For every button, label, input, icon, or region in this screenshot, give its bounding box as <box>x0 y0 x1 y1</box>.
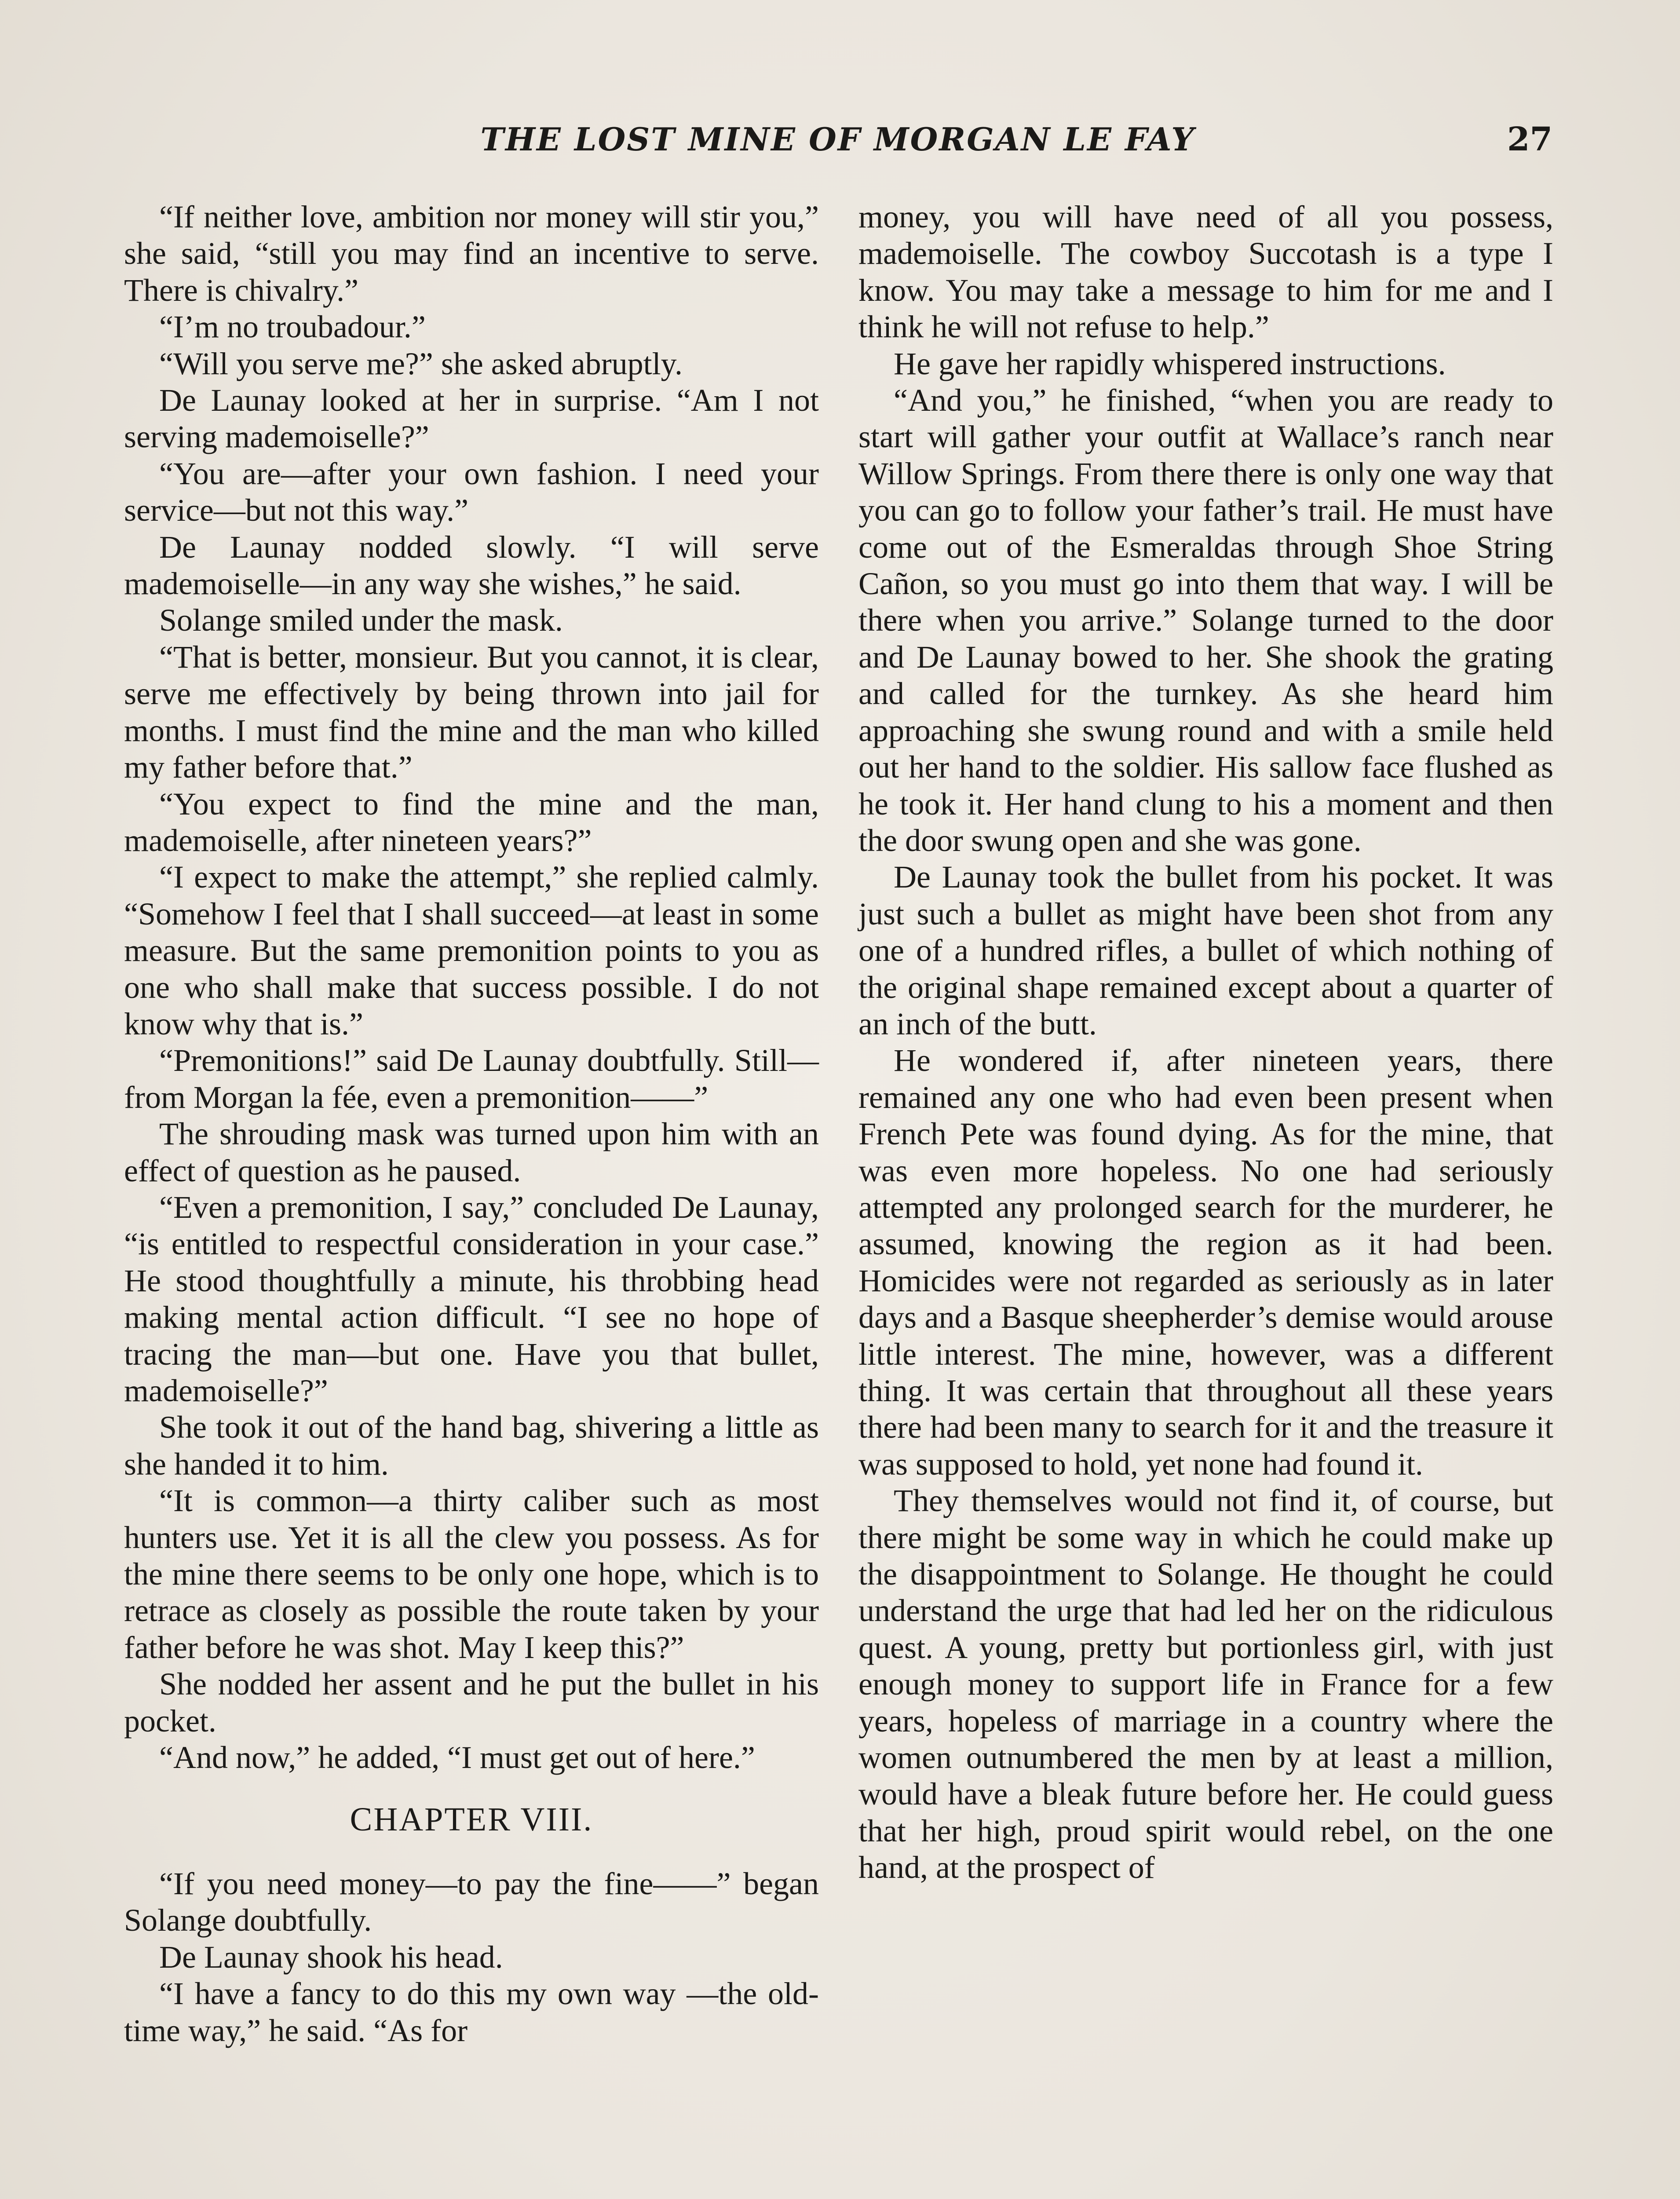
paragraph: “I’m no troubadour.” <box>159 309 426 345</box>
paragraph: De Launay nodded slowly. “I will serve mademoiselle—in any way she wishes,” he said. <box>124 529 819 602</box>
paragraph: “Premonitions!” said De Launay doubtfully. Still—from Morgan la fée, even a premonition——” <box>124 1043 819 1115</box>
paragraph: De Launay looked at her in surprise. “Am I not serving mademoiselle?” <box>124 383 819 455</box>
right-column <box>858 199 1553 1886</box>
paragraph: She nodded her assent and he put the bullet in his pocket. <box>124 1666 819 1739</box>
paragraph: “If neither love, ambition nor money will stir you,” she said, “still you may find an incentive to serve. There is chivalry.” <box>124 199 819 308</box>
paragraph: The shrouding mask was turned upon him with an effect of question as he paused. <box>124 1116 819 1188</box>
page-number: 27 <box>1507 121 1552 158</box>
paragraph: He gave her rapidly whispered instructions. <box>894 346 1446 381</box>
paragraph: De Launay took the bullet from his pocket. It was just such a bullet as might have been shot from any one of a hundred rifles, a bullet of which nothing of the original shape remained except about a quarter of an inch of the butt. <box>858 859 1553 1041</box>
paragraph: “That is better, monsieur. But you cannot, it is clear, serve me effectively by being thrown into jail for months. I must find the mine and the man who killed my father before that.” <box>124 639 819 785</box>
paragraph: Solange smiled under the mask. <box>159 603 563 638</box>
paragraph: “Will you serve me?” she asked abruptly. <box>159 346 683 381</box>
paragraph: “Even a premonition, I say,” concluded De Launay, “is entitled to respectful consideration in your case.” He stood thoughtfully a minute, his throbbing head making mental action difficult. “I see no hope of tracing the man—but one. Have you that bullet, mademoiselle?” <box>124 1189 819 1408</box>
paragraph: money, you will have need of all you possess, mademoiselle. The cowboy Succotash is a type I know. You may take a message to him for me and I think he will not refuse to help.” <box>858 199 1553 345</box>
paragraph: “And now,” he added, “I must get out of here.” <box>159 1740 755 1775</box>
paragraph: They themselves would not find it, of course, but there might be some way in which he could make up the disappointment to Solange. He thought he could understand the urge that had led her on the ridiculous quest. A young, pretty but portionless girl, with just enough money to support life in France for a few years, hopeless of marriage in a country where the women outnumbered the men by at least a million, would have a bleak future before her. He could guess that her high, proud spirit would rebel, on the one hand, at the prospect of <box>858 1483 1553 1885</box>
paragraph: “You are—after your own fashion. I need your service—but not this way.” <box>124 456 819 528</box>
left-column <box>124 199 819 2049</box>
paragraph: He wondered if, after nineteen years, there remained any one who had even been present when French Pete was found dying. As for the mine, that was even more hopeless. No one had seriously attempted any prolonged search for the murderer, he assumed, knowing the region as it had been. Homicides were not regarded as seriously as in later days and a Basque sheepherder’s demise would arouse little interest. The mine, however, was a different thing. It was certain that throughout all these years there had been many to search for it and the treasure it was supposed to hold, yet none had found it. <box>858 1043 1553 1482</box>
paragraph: “And you,” he finished, “when you are ready to start will gather your outfit at Wallace’s ranch near Willow Springs. From there there is only one way that you can go to follow your father’s trail. He must have come out of the Esmeraldas through Shoe String Cañon, so you must go into them that way. I will be there when you arrive.” Solange turned to the door and De Launay bowed to her. She shook the grating and called for the turnkey. As she heard him approaching she swung round and with a smile held out her hand to the soldier. His sallow face flushed as he took it. Her hand clung to his a moment and then the door swung open and she was gone. <box>858 383 1553 858</box>
paragraph: She took it out of the hand bag, shivering a little as she handed it to him. <box>124 1410 819 1482</box>
paragraph: “I expect to make the attempt,” she replied calmly. “Somehow I feel that I shall succeed—at least in some measure. But the same premonition points to you as one who shall make that success possible. I do not know why that is.” <box>124 859 819 1041</box>
paragraph: “If you need money—to pay the fine——” began Solange doubtfully. <box>124 1866 819 1938</box>
paragraph: “You expect to find the mine and the man, mademoiselle, after nineteen years?” <box>124 786 819 858</box>
running-head <box>123 115 1552 164</box>
paragraph: “It is common—a thirty caliber such as most hunters use. Yet it is all the clew you possess. As for the mine there seems to be only one hope, which is to retrace as closely as possible the route taken by your father before he was shot. May I keep this?” <box>124 1483 819 1665</box>
chapter-heading: CHAPTER VIII. <box>350 1801 593 1838</box>
paragraph: “I have a fancy to do this my own way —the old-time way,” he said. “As for <box>124 1976 819 2048</box>
running-title: THE LOST MINE OF MORGAN LE FAY <box>480 121 1195 158</box>
paragraph: De Launay shook his head. <box>159 1939 503 1975</box>
